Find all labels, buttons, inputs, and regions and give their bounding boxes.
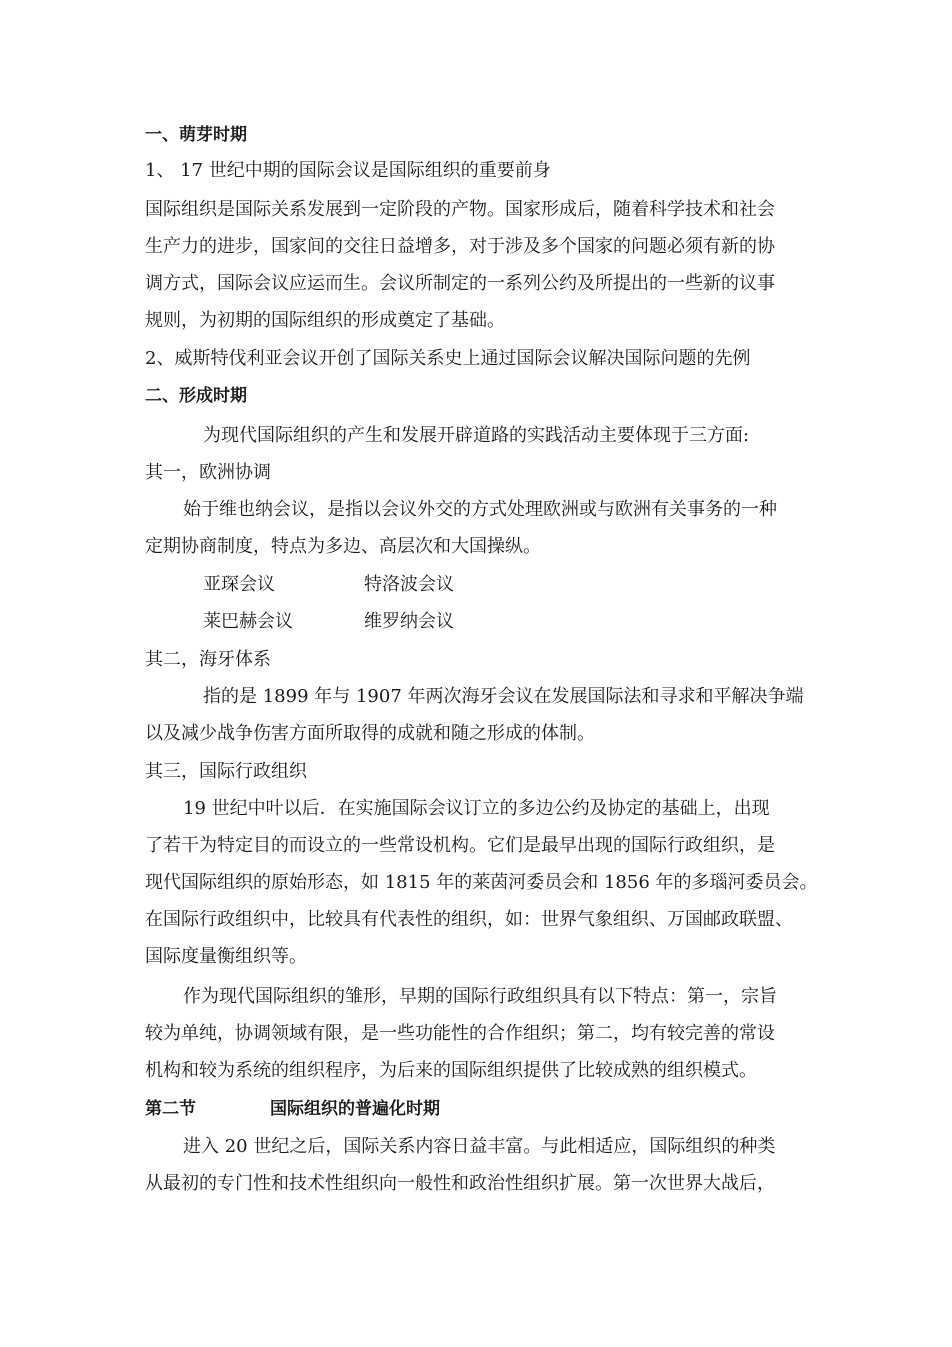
paragraph-line: 从最初的专门性和技术性组织向一般性和政治性组织扩展。第一次世界大战后， <box>145 1173 775 1194</box>
section-label: 第二节 <box>145 1099 196 1119</box>
paragraph-line: 进入 20 世纪之后，国际关系内容日益丰富。与此相适应，国际组织的种类 <box>183 1136 776 1157</box>
conference-name: 莱巴赫会议 <box>203 611 293 632</box>
paragraph-line: 以及减少战争伤害方面所取得的成就和随之形成的体制。 <box>145 723 595 744</box>
paragraph-line: 规则，为初期的国际组织的形成奠定了基础。 <box>145 310 505 331</box>
paragraph-line: 在国际行政组织中，比较具有代表性的组织，如：世界气象组织、万国邮政联盟、 <box>145 909 793 930</box>
paragraph-line: 调方式，国际会议应运而生。会议所制定的一系列公约及所提出的一些新的议事 <box>145 273 775 294</box>
paragraph-line: 作为现代国际组织的雏形，早期的国际行政组织具有以下特点：第一，宗旨 <box>183 986 777 1007</box>
section-heading <box>145 1097 817 1121</box>
subheading-hague-system: 其二，海牙体系 <box>145 649 271 670</box>
paragraph-line: 生产力的进步，国家间的交往日益增多，对于涉及多个国家的问题必须有新的协 <box>145 236 775 257</box>
paragraph-line: 了若干为特定目的而设立的一些常设机构。它们是最早出现的国际行政组织，是 <box>145 835 775 856</box>
paragraph-line: 国际度量衡组织等。 <box>145 946 307 967</box>
heading-formation-period: 二、形成时期 <box>145 386 247 406</box>
paragraph-line: 机构和较为系统的组织程序，为后来的国际组织提供了比较成熟的组织模式。 <box>145 1060 757 1081</box>
heading-budding-period: 一、萌芽时期 <box>145 125 247 145</box>
paragraph-line: 19 世纪中叶以后．在实施国际会议订立的多边公约及协定的基础上，出现 <box>183 798 770 819</box>
conference-name: 特洛波会议 <box>364 574 454 595</box>
paragraph-line: 始于维也纳会议，是指以会议外交的方式处理欧洲或与欧洲有关事务的一种 <box>183 499 777 520</box>
conference-name: 亚琛会议 <box>203 574 275 595</box>
list-item-1: 1、 17 世纪中期的国际会议是国际组织的重要前身 <box>145 160 551 181</box>
list-item-2: 2、威斯特伐利亚会议开创了国际关系史上通过国际会议解决国际问题的先例 <box>145 348 751 369</box>
paragraph-line: 现代国际组织的原始形态，如 1815 年的莱茵河委员会和 1856 年的多瑙河委员会。 <box>145 872 818 893</box>
subheading-concert-of-europe: 其一，欧洲协调 <box>145 462 271 483</box>
paragraph-line: 指的是 1899 年与 1907 年两次海牙会议在发展国际法和寻求和平解决争端 <box>203 686 804 707</box>
paragraph-line: 定期协商制度，特点为多边、高层次和大国操纵。 <box>145 536 541 557</box>
subheading-admin-organizations: 其三，国际行政组织 <box>145 761 307 782</box>
conference-name: 维罗纳会议 <box>364 611 454 632</box>
paragraph-line: 国际组织是国际关系发展到一定阶段的产物。国家形成后，随着科学技术和社会 <box>145 199 775 220</box>
paragraph-line: 较为单纯，协调领域有限，是一些功能性的合作组织；第二，均有较完善的常设 <box>145 1023 775 1044</box>
section-title: 国际组织的普遍化时期 <box>270 1099 440 1119</box>
intro-line: 为现代国际组织的产生和发展开辟道路的实践活动主要体现于三方面: <box>203 425 750 446</box>
